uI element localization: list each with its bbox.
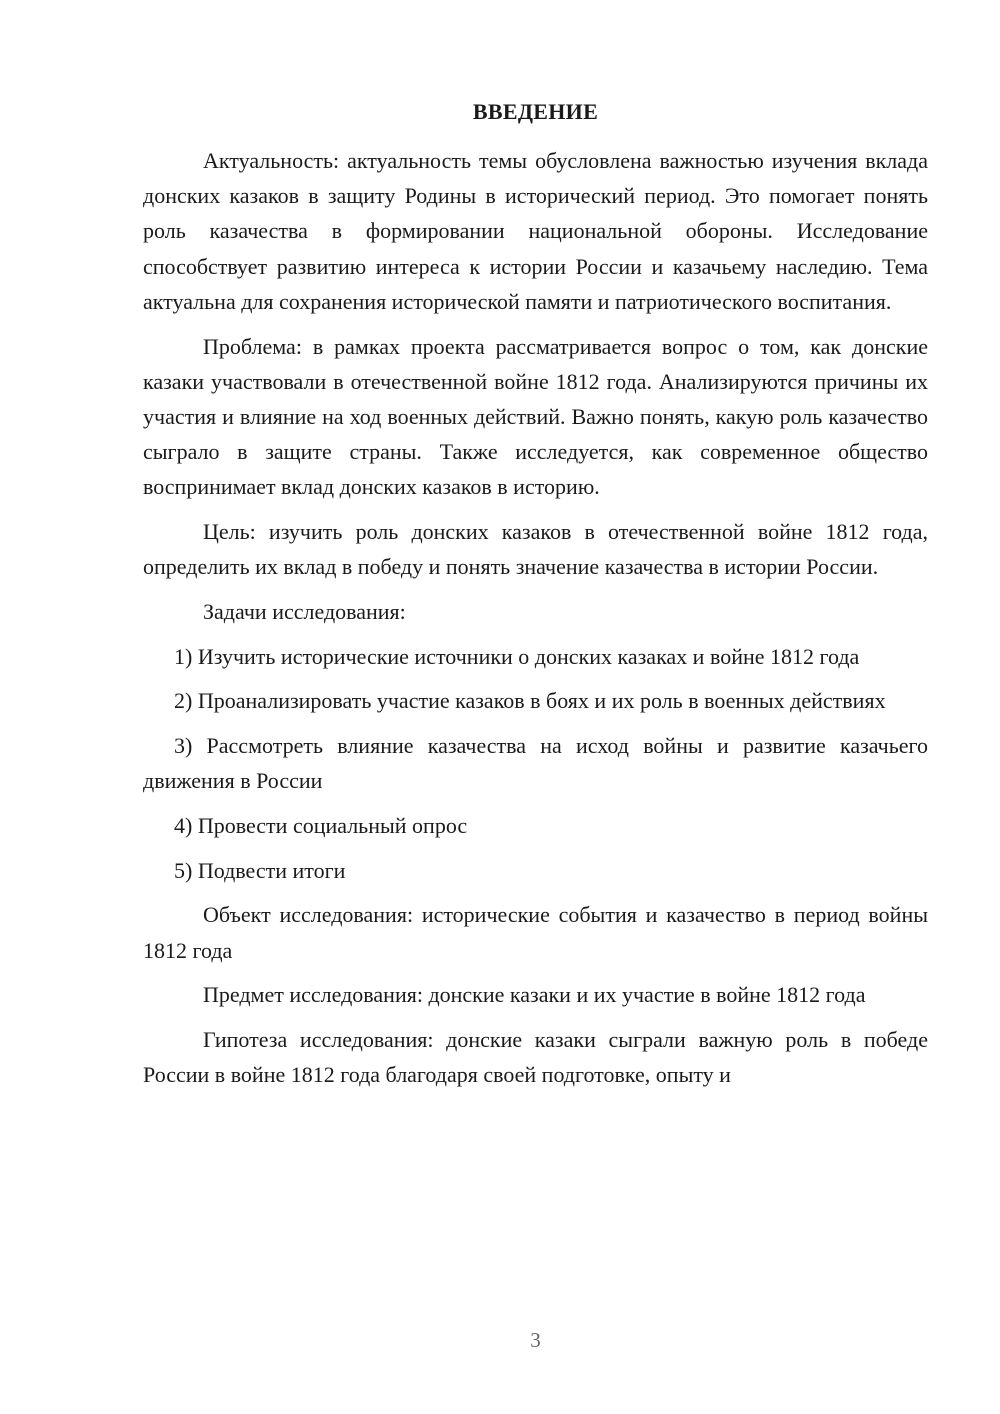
document-body [143,143,928,1102]
paragraph-goal: Цель: изучить роль донских казаков в отечественной войне 1812 года, определить их вклад в победу и понять значение казачества в истории России. [143,519,928,580]
task-item: 2) Проанализировать участие казаков в боях и их роль в военных действиях [174,688,886,714]
paragraph-subject: Предмет исследования: донские казаки и их участие в войне 1812 года [203,982,866,1008]
paragraph-tasks-heading: Задачи исследования: [203,598,406,624]
task-item: 5) Подвести итоги [174,857,346,883]
task-item: 3) Рассмотреть влияние казачества на исход войны и развитие казачьего движения в России [143,733,928,794]
paragraph-hypothesis: Гипотеза исследования: донские казаки сыграли важную роль в победе России в войне 1812 года благодаря своей подготовке, опыту и [143,1026,928,1088]
task-item: 4) Провести социальный опрос [174,812,468,838]
paragraph-problem: Проблема: в рамках проекта рассматривается вопрос о том, как донские казаки участвовали в отечественной войне 1812 года. Анализируются причины их участия и влияние на ход военных действий. Важно понять, какую роль казачество сыграло в защите страны. Также исследуется, как современное общество воспринимает вклад донских казаков в историю. [143,333,928,500]
page-title: ВВЕДЕНИЕ [472,99,599,124]
paragraph-relevance: Актуальность: актуальность темы обусловлена важностью изучения вклада донских казаков в защиту Родины в исторический период. Это помогает понять роль казачества в формировании национальной обороны. Исследование способствует развитию интереса к истории России и казачьему наследию. Тема актуальна для сохранения исторической памяти и патриотического воспитания. [143,148,928,314]
paragraph-object: Объект исследования: исторические события и казачество в период войны 1812 года [143,902,928,963]
task-item: 1) Изучить исторические источники о донских казаках и войне 1812 года [174,643,860,669]
page-number: 3 [530,1328,541,1352]
